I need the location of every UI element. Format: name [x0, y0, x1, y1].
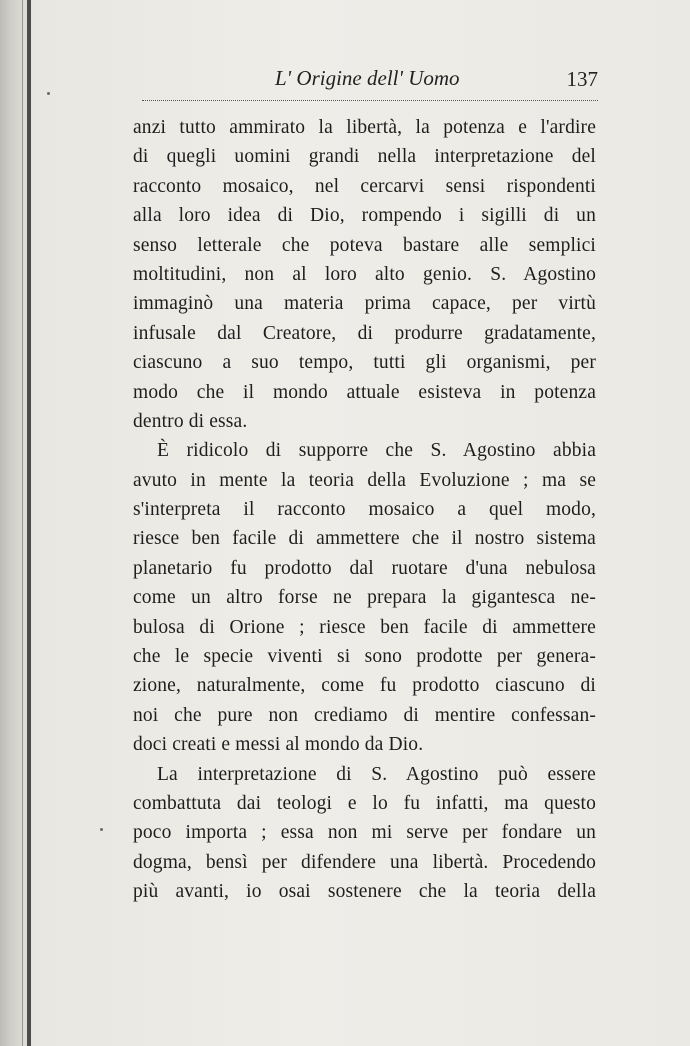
paper-speck: [47, 92, 50, 95]
text-line: s'interpreta il racconto mosaico a quel modo,: [133, 499, 596, 521]
text-line: anzi tutto ammirato la libertà, la potenza e l'ardire: [133, 117, 596, 138]
text-line: riesce ben facile di ammettere che il nostro sistema: [133, 528, 596, 550]
text-line: moltitudini, non al loro alto genio. S. Agostino: [133, 263, 596, 285]
spine-binding: [27, 0, 31, 1046]
paragraph-end-line: doci creati e messi al mondo da Dio.: [133, 734, 424, 756]
paragraph-start-line: La interpretazione di S. Agostino può essere: [157, 763, 596, 785]
text-line: che le specie viventi si sono prodotte per genera-: [133, 646, 596, 668]
text-line: avuto in mente la teoria della Evoluzione ; ma se: [133, 469, 596, 491]
text-line: planetario fu prodotto dal ruotare d'una nebulosa: [133, 557, 596, 579]
paragraph-start-line: È ridicolo di supporre che S. Agostino abbia: [157, 440, 596, 462]
text-line: bulosa di Orione ; riesce ben facile di ammettere: [133, 616, 596, 638]
running-title: L' Origine dell' Uomo: [275, 66, 460, 90]
text-line: senso letterale che poteva bastare alle semplici: [133, 234, 596, 256]
text-line: racconto mosaico, nel cercarvi sensi rispondenti: [133, 175, 596, 197]
text-line: infusale dal Creatore, di produrre gradatamente,: [133, 322, 596, 344]
text-line: modo che il mondo attuale esisteva in potenza: [133, 381, 596, 403]
page-number: 137: [566, 67, 598, 91]
paragraph-end-line: dentro di essa.: [133, 410, 248, 432]
text-line: zione, naturalmente, come fu prodotto ciascuno di: [133, 675, 596, 697]
paper-speck: [100, 828, 103, 831]
text-line: ciascuno a suo tempo, tutti gli organismi, per: [133, 352, 596, 374]
text-line: come un altro forse ne prepara la gigantesca ne-: [133, 587, 596, 609]
spine-shadow: [0, 0, 30, 1046]
page-header: [142, 64, 598, 100]
text-line: dogma, bensì per difendere una libertà. Procedendo: [133, 851, 596, 873]
text-line: immaginò una materia prima capace, per virtù: [133, 293, 596, 315]
header-rule: [142, 100, 598, 101]
text-line: poco importa ; essa non mi serve per fondare un: [133, 822, 596, 844]
text-line: alla loro idea di Dio, rompendo i sigilli di un: [133, 205, 596, 227]
text-line: di quegli uomini grandi nella interpretazione del: [133, 146, 596, 168]
text-line: noi che pure non crediamo di mentire confessan-: [133, 704, 596, 726]
text-line: più avanti, io osai sostenere che la teoria della: [133, 881, 596, 903]
text-line: combattuta dai teologi e lo fu infatti, ma questo: [133, 792, 596, 814]
spine-edge: [22, 0, 23, 1046]
body-text: [133, 113, 596, 907]
